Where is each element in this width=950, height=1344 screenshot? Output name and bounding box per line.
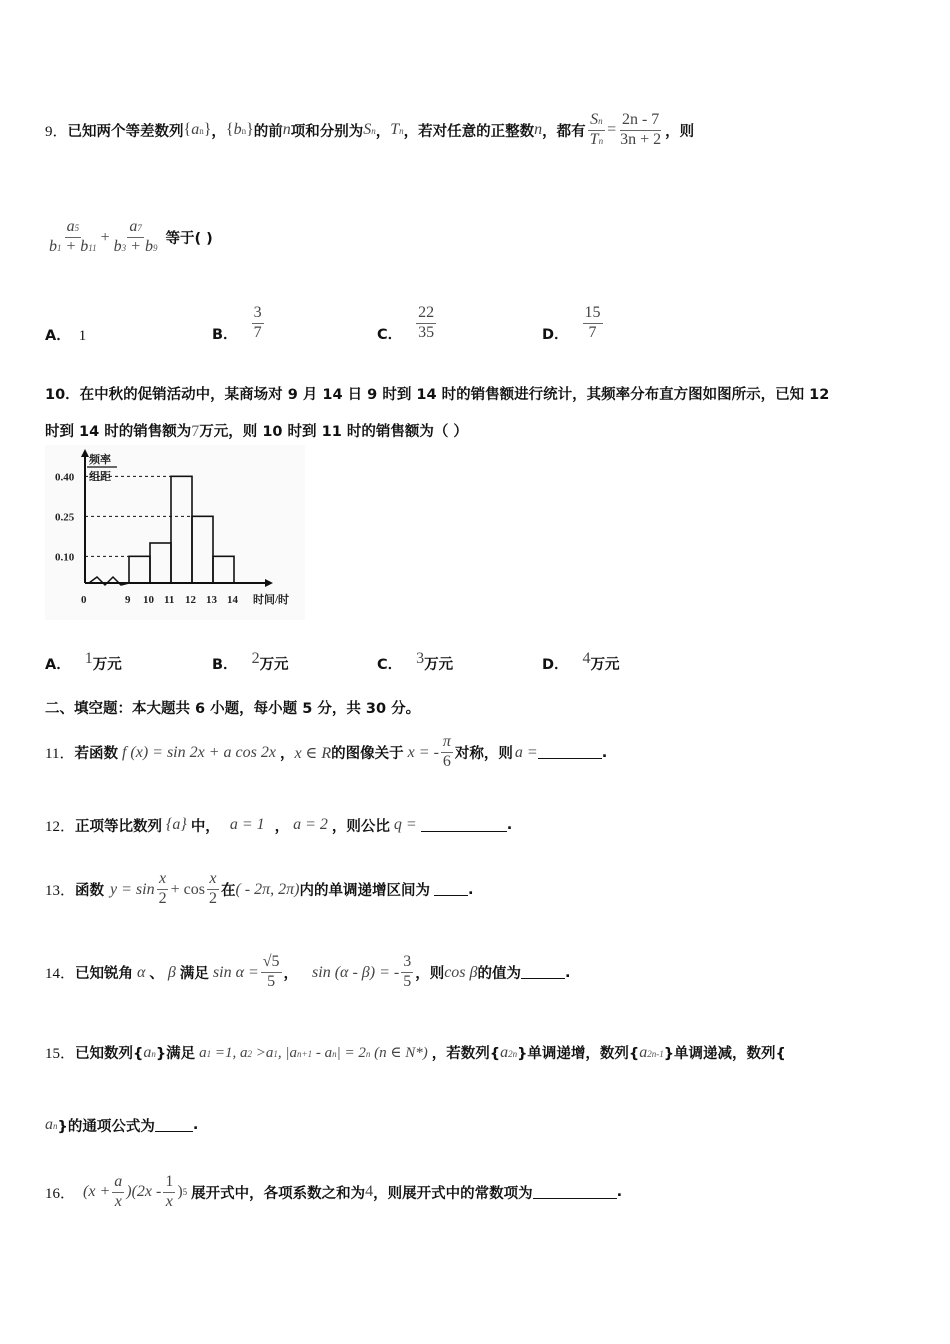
histogram-chart bbox=[45, 445, 305, 620]
q11-domain: x ∈ R bbox=[294, 744, 332, 762]
q15-condition: a1 =1, a2 >a1, |an+1 - an| = 2n (n ∈ N*) bbox=[199, 1045, 428, 1061]
var-T: Tn bbox=[390, 121, 404, 138]
var-S: Sn bbox=[363, 121, 376, 138]
q9-text-5: ，都有 bbox=[542, 123, 586, 140]
q9-text-4: ，若对任意的正整数 bbox=[403, 123, 535, 140]
q14: 14． 已知锐角 α 、 β 满足 sin α = $\frac{√5}{5}$ ， sin (α - β) = - $\frac{3}{5}$ ，则 cos β 的值为 . bbox=[45, 953, 571, 990]
x-tick-label: 10 bbox=[143, 594, 154, 606]
q9-option-d[interactable]: D． $\frac{15}{7}$ bbox=[542, 303, 601, 343]
q10-option-a[interactable]: A． $^1$万元 bbox=[45, 650, 122, 673]
x-label: 时间/时 bbox=[253, 594, 290, 606]
var-n: n bbox=[282, 121, 291, 138]
q13: 13． 函数 y = sin $\frac{x}{2}$ + cos $\frac{x}{2}$ 在 ( - 2π, 2π) 内的单调递增区间为 . bbox=[45, 870, 474, 907]
q9-option-b[interactable]: B． $\frac{3}{7}$ bbox=[212, 303, 262, 343]
q9-text: 已知两个等差数列 bbox=[67, 123, 184, 140]
q9-option-a[interactable]: A． 1 bbox=[45, 328, 87, 344]
q10-line2: 时到 14 时的销售额为7万元，则 10 时到 11 时的销售额为（ ） bbox=[45, 423, 468, 440]
seq-a-n: {an} bbox=[183, 121, 212, 138]
x-tick-label: 14 bbox=[227, 594, 238, 606]
q9-text-3: 项和分别为 bbox=[290, 123, 364, 140]
expr-a7-b3b9: $\frac{a7}{b3 + b9}$ bbox=[113, 218, 158, 255]
q15-line1: 15． 已知数列{ an }满足 a1 =1, a2 >a1, |an+1 - an| = 2n (n ∈ N*) ，若数列{ a2n }单调递增，数列{ a2n-1 }单调递减，数列{ bbox=[45, 1043, 786, 1062]
y-label-bottom: 组距 bbox=[89, 471, 111, 483]
q11-function: f (x) = sin 2x + a cos 2x bbox=[121, 743, 276, 761]
ratio-expr: $\frac{2n - 7}{3n + 2}$ bbox=[620, 110, 662, 148]
q11-answer-blank[interactable] bbox=[538, 746, 602, 759]
x-tick-label: 13 bbox=[206, 594, 217, 606]
q9-text-2: 的前 bbox=[253, 123, 283, 140]
q9-line1: 9． 已知两个等差数列 {an} ， {bn} 的前 n 项和分别为 Sn ， Tn ，若对任意的正整数 n ，都有 $\frac{Sn}{Tn}$ = $\frac{2n - 7}{3n + 2}$ ，则 bbox=[45, 110, 695, 148]
y-tick-label: 0.25 bbox=[55, 511, 75, 524]
q13-answer-blank[interactable] bbox=[434, 883, 468, 896]
var-n-2: n bbox=[534, 121, 543, 138]
seq-b-n: {bn} bbox=[225, 121, 254, 138]
q12-answer-blank[interactable] bbox=[421, 819, 507, 832]
x-tick-label: 9 bbox=[125, 594, 131, 606]
q12: 12． 正项等比数列 {a} 中， a = 1 ， a = 2 ，则公比 q = . bbox=[45, 816, 513, 835]
x-tick-label: 0 bbox=[81, 594, 87, 606]
q9-text-6: ，则 bbox=[665, 123, 695, 140]
q10-line1: 10．在中秋的促销活动中，某商场对 9 月 14 日 9 时到 14 时的销售额进行统计，其频率分布直方图如图所示，已知 12 bbox=[45, 387, 830, 403]
q10-option-d[interactable]: D． $^4$万元 bbox=[542, 650, 620, 673]
ratio-ST: $\frac{Sn}{Tn}$ bbox=[589, 110, 604, 148]
expr-a5-b1b11: $\frac{a5}{b1 + b11}$ bbox=[49, 218, 97, 255]
q15-line2: an }的通项公式为 . bbox=[45, 1116, 199, 1135]
q14-answer-blank[interactable] bbox=[521, 966, 565, 979]
y-tick-label: 0.10 bbox=[55, 551, 75, 564]
q10-option-c[interactable]: C． $^3$万元 bbox=[377, 650, 454, 673]
q9-line2: $\frac{a5}{b1 + b11}$ + $\frac{a7}{b3 + b9}$ 等于( ) bbox=[49, 218, 213, 255]
q9-text-7: 等于( ) bbox=[165, 231, 213, 247]
x-tick-label: 11 bbox=[164, 594, 175, 606]
q16: 16． (x + $\frac{a}{x}$ )(2x - $\frac{1}{x}$ ) 5 展开式中，各项系数之和为 4 ，则展开式中的常数项为 . bbox=[45, 1172, 623, 1210]
x-tick-label: 12 bbox=[185, 594, 196, 606]
q15-answer-blank[interactable] bbox=[155, 1119, 193, 1132]
q9-option-c[interactable]: C． $\frac{22}{35}$ bbox=[377, 303, 435, 343]
section-heading: 二、填空题：本大题共 6 小题，每小题 5 分，共 30 分。 bbox=[45, 701, 421, 717]
q9-number: 9． bbox=[45, 123, 68, 140]
y-label-top: 频率 bbox=[89, 454, 111, 466]
q10-option-b[interactable]: B． $^2$万元 bbox=[212, 650, 289, 673]
y-tick-label: 0.40 bbox=[55, 471, 75, 484]
q16-answer-blank[interactable] bbox=[533, 1186, 617, 1199]
q11: 11． 若函数 f (x) = sin 2x + a cos 2x ， x ∈ R 的图像关于 x = - $\frac{\pi}{6}$ 对称，则 a = . bbox=[45, 733, 608, 770]
